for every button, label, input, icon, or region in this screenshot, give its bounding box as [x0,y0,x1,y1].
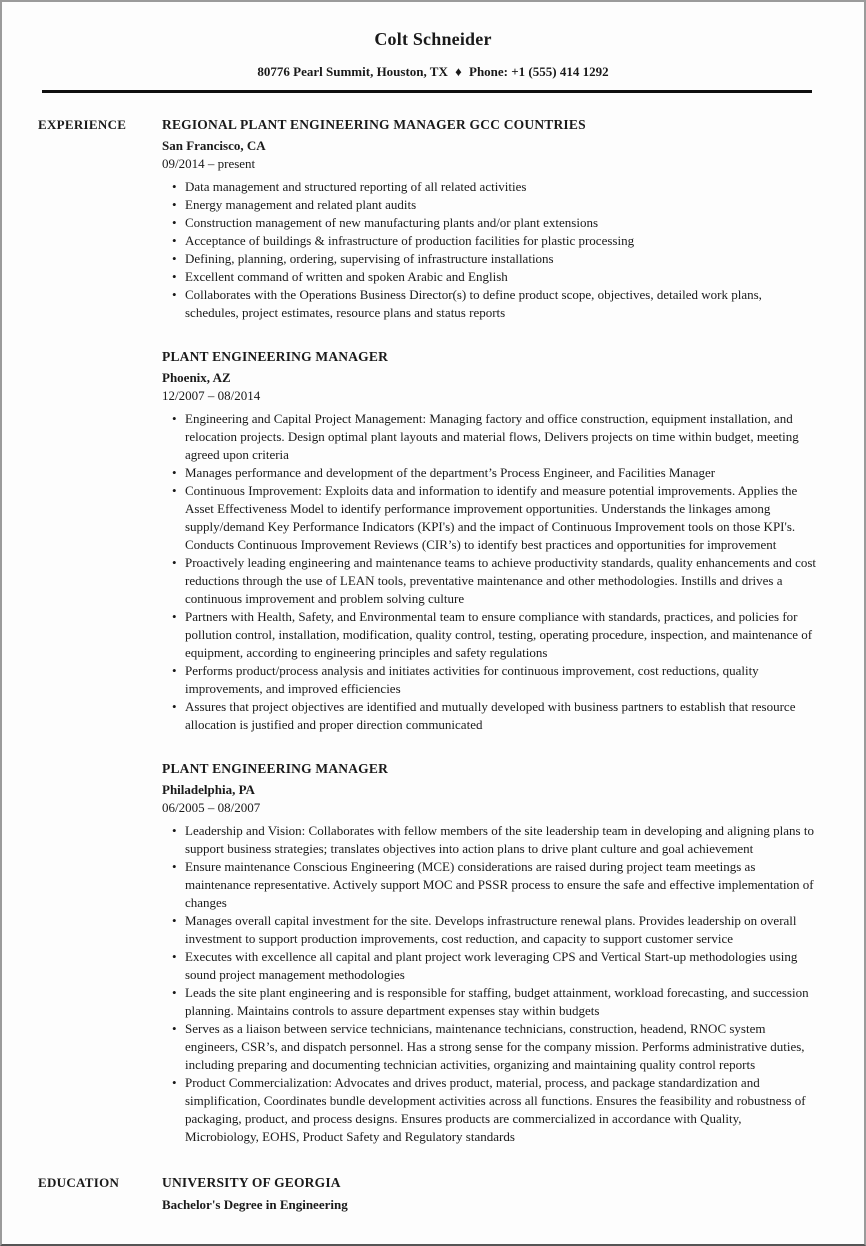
diamond-icon: ♦ [455,64,462,79]
job-dates: 09/2014 – present [162,156,256,171]
job-title: PLANT ENGINEERING MANAGER [162,761,389,776]
bullet-item: • Leads the site plant engineering and is responsible for staffing, budget attainment, workload forecasting, and succession planning. Maintains controls to assure department expenses stay within budgets [185,984,818,1020]
contact-phone: Phone: +1 (555) 414 1292 [469,64,609,79]
job-bullets [162,822,818,1146]
bullet-item: • Manages overall capital investment for the site. Develops infrastructure renewal plans. Provides leadership on overall investment to support production improvements, cost reduction, and capacity to support customer service [185,912,818,948]
bullet-item: • Defining, planning, ordering, supervising of infrastructure installations [185,250,818,268]
contact-address: 80776 Pearl Summit, Houston, TX [257,64,448,79]
bullet-item: • Product Commercialization: Advocates and drives product, material, process, and package standardization and simplification, Coordinates bundle development activities across all functions. Ensures the feasibility and robustness of packaging, product, and process designs. Ensures products are commercialized in accordance with Quality, Microbiology, EOHS, Product Safety and Regulatory standards [185,1074,818,1146]
education-content [162,1174,818,1213]
job-location: Philadelphia, PA [162,782,255,797]
job-location: San Francisco, CA [162,138,266,153]
bullet-item: • Leadership and Vision: Collaborates with fellow members of the site leadership team in developing and aligning plans to support business strategies; translates objectives into action plans to drive plant culture and goal achievement [185,822,818,858]
education-label: EDUCATION [38,1175,120,1190]
bullet-item: • Partners with Health, Safety, and Environmental team to ensure compliance with standards, practices, and policies for pollution control, installation, modification, quality control, testing, operating procedure, inspection, and maintenance of equipment, according to engineering principles and safety regulations [185,608,818,662]
candidate-name: Colt Schneider [374,29,492,49]
bullet-item: • Acceptance of buildings & infrastructure of production facilities for plastic processing [185,232,818,250]
degree-name: Bachelor's Degree in Engineering [162,1197,348,1212]
experience-content [162,116,818,1146]
bullet-item: • Ensure maintenance Conscious Engineering (MCE) considerations are raised during project team meetings as maintenance representative. Actively support MOC and PSSR process to ensure the safe and effective implementation of changes [185,858,818,912]
header-divider [42,90,812,93]
bullet-item: • Excellent command of written and spoken Arabic and English [185,268,818,286]
job-entry [162,348,818,734]
bullet-item: • Energy management and related plant audits [185,196,818,214]
job-bullets [162,178,818,322]
job-dates: 06/2005 – 08/2007 [162,800,261,815]
bullet-item: • Serves as a liaison between service technicians, maintenance technicians, construction, headend, RNOC system engineers, CSR’s, and dispatch personnel. Has a strong sense for the company mission. Performs administrative duties, including preparing and documenting technician activities, organizing and maintaining quality control reports [185,1020,818,1074]
contact-line [2,64,864,80]
job-location: Phoenix, AZ [162,370,231,385]
bullet-item: • Collaborates with the Operations Business Director(s) to define product scope, objectives, detailed work plans, schedules, project estimates, resource plans and status reports [185,286,818,322]
resume-header [2,28,864,93]
bullet-item: • Continuous Improvement: Exploits data and information to identify and measure potential improvements. Applies the Asset Effectiveness Model to identify performance improvement opportunities. Understands the linkages among supply/demand Key Performance Indicators (KPI's) and the impact of Continuous Improvement tools on those KPI's. Conducts Continuous Improvement Reviews (CIR’s) to identify best practices and opportunities for improvement [185,482,818,554]
experience-section [2,116,864,1146]
job-title: PLANT ENGINEERING MANAGER [162,349,389,364]
bullet-item: • Performs product/process analysis and initiates activities for continuous improvement, cost reductions, quality improvements, and improved efficiencies [185,662,818,698]
experience-label: EXPERIENCE [38,117,127,132]
bullet-item: • Proactively leading engineering and maintenance teams to achieve productivity standards, quality enhancements and cost reductions through the use of LEAN tools, preventative maintenance and other methodologies. Instills and drives a continuous improvement and problem solving culture [185,554,818,608]
job-dates: 12/2007 – 08/2014 [162,388,261,403]
job-entry [162,116,818,322]
job-title: REGIONAL PLANT ENGINEERING MANAGER GCC COUNTRIES [162,117,586,132]
job-entry [162,760,818,1146]
education-section [2,1174,864,1213]
school-name: UNIVERSITY OF GEORGIA [162,1175,341,1190]
bullet-item: • Assures that project objectives are identified and mutually developed with business partners to establish that resource allocation is justified and proper direction communicated [185,698,818,734]
bullet-item: • Manages performance and development of the department’s Process Engineer, and Facilities Manager [185,464,818,482]
job-bullets [162,410,818,734]
bullet-item: • Engineering and Capital Project Management: Managing factory and office construction, equipment installation, and relocation projects. Design optimal plant layouts and material flows, Delivers projects on time within budget, meeting agreed upon criteria [185,410,818,464]
bullet-item: • Construction management of new manufacturing plants and/or plant extensions [185,214,818,232]
bullet-item: • Data management and structured reporting of all related activities [185,178,818,196]
bullet-item: • Executes with excellence all capital and plant project work leveraging CPS and Vertical Start-up methodologies using sound project management methodologies [185,948,818,984]
